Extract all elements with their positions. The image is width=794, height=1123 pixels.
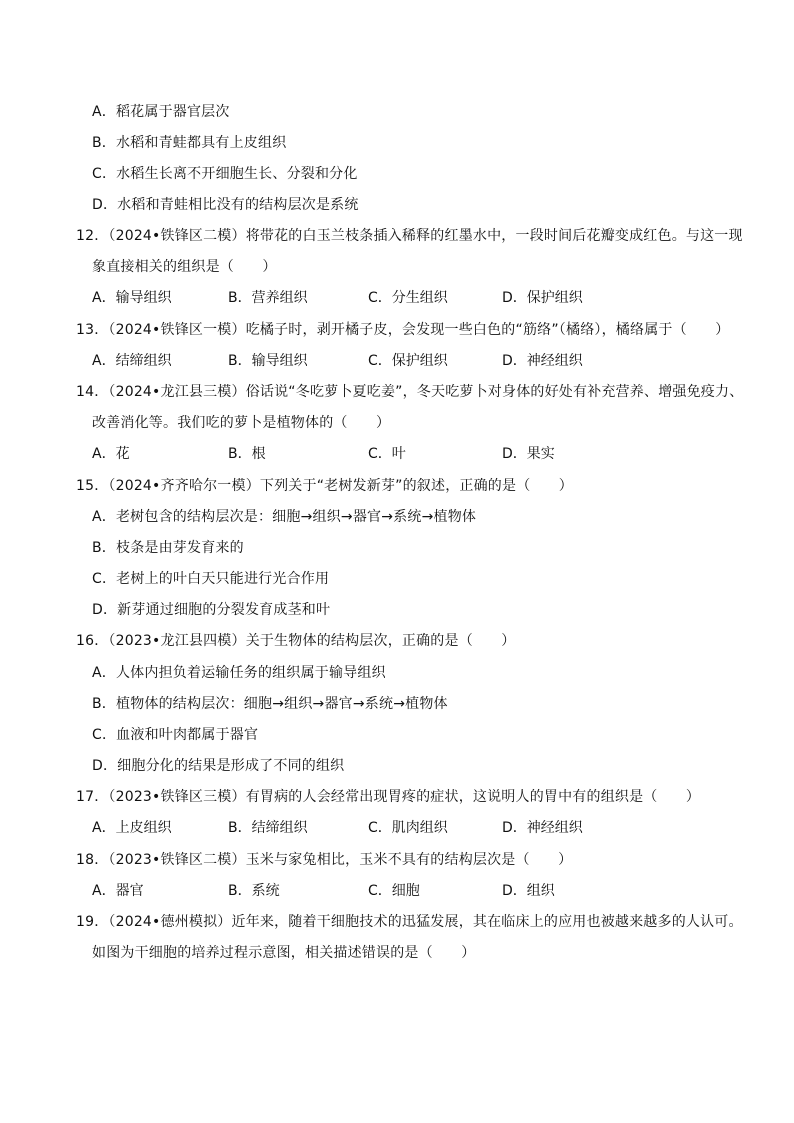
question-17-stem: 17．（2023•铁锋区三模）有胃病的人会经常出现胃疼的症状，这说明人的胃中有的组织是（ ） (76, 789, 701, 805)
option-d: D．细胞分化的结果是形成了不同的组织 (92, 758, 345, 774)
option-b: B．营养组织 (228, 290, 308, 306)
option-a: A．稻花属于器官层次 (92, 104, 230, 120)
option-b: B．结缔组织 (228, 820, 308, 836)
option-b: B．水稻和青蛙都具有上皮组织 (92, 135, 287, 151)
question-14-stem-cont: 改善消化等。我们吃的萝卜是植物体的（ ） (92, 415, 391, 431)
question-12-stem: 12．（2024•铁锋区二模）将带花的白玉兰枝条插入稀释的红墨水中，一段时间后花瓣变成红色。与这一现 (76, 228, 743, 244)
option-c: C．血液和叶肉都属于器官 (92, 727, 259, 743)
question-16-stem: 16．（2023•龙江县四模）关于生物体的结构层次，正确的是（ ） (76, 633, 516, 649)
question-15-stem: 15．（2024•齐齐哈尔一模）下列关于“老树发新芽”的叙述，正确的是（ ） (76, 478, 574, 494)
question-14-stem: 14．（2024•龙江县三模）俗话说“冬吃萝卜夏吃姜”，冬天吃萝卜对身体的好处有补充营养、增强免疫力、 (76, 384, 744, 400)
option-c: C．保护组织 (368, 353, 448, 369)
option-d: D．新芽通过细胞的分裂发育成茎和叶 (92, 602, 331, 618)
option-c: C．水稻生长离不开细胞生长、分裂和分化 (92, 166, 358, 182)
option-d: D．果实 (502, 446, 555, 462)
question-19-stem: 19．（2024•德州模拟）近年来，随着干细胞技术的迅猛发展，其在临床上的应用也被越来越多的人认可。 (76, 914, 743, 930)
option-b: B．植物体的结构层次：细胞→组织→器官→系统→植物体 (92, 696, 448, 712)
option-b: B．枝条是由芽发育来的 (92, 540, 244, 556)
option-d: D．水稻和青蛙相比没有的结构层次是系统 (92, 197, 359, 213)
option-c: C．分生组织 (368, 290, 448, 306)
option-b: B．输导组织 (228, 353, 308, 369)
option-a: A．上皮组织 (92, 820, 172, 836)
option-d: D．保护组织 (502, 290, 583, 306)
option-a: A．人体内担负着运输任务的组织属于输导组织 (92, 665, 386, 681)
option-a: A．结缔组织 (92, 353, 172, 369)
option-a: A．输导组织 (92, 290, 172, 306)
option-c: C．肌肉组织 (368, 820, 448, 836)
question-13-stem: 13．（2024•铁锋区一模）吃橘子时，剥开橘子皮，会发现一些白色的“筋络”（橘络），橘络属于（ ） (76, 322, 730, 338)
option-d: D．神经组织 (502, 353, 583, 369)
option-c: C．老树上的叶白天只能进行光合作用 (92, 571, 330, 587)
option-a: A．花 (92, 446, 130, 462)
option-c: C．细胞 (368, 883, 420, 899)
option-c: C．叶 (368, 446, 406, 462)
question-18-stem: 18．（2023•铁锋区二模）玉米与家兔相比，玉米不具有的结构层次是（ ） (76, 852, 573, 868)
option-d: D．神经组织 (502, 820, 583, 836)
option-a: A．器官 (92, 883, 144, 899)
question-12-stem-cont: 象直接相关的组织是（ ） (92, 259, 277, 275)
option-b: B．根 (228, 446, 266, 462)
question-19-stem-cont: 如图为干细胞的培养过程示意图，相关描述错误的是（ ） (92, 945, 476, 961)
option-a: A．老树包含的结构层次是：细胞→组织→器官→系统→植物体 (92, 509, 477, 525)
option-b: B．系统 (228, 883, 280, 899)
option-d: D．组织 (502, 883, 555, 899)
